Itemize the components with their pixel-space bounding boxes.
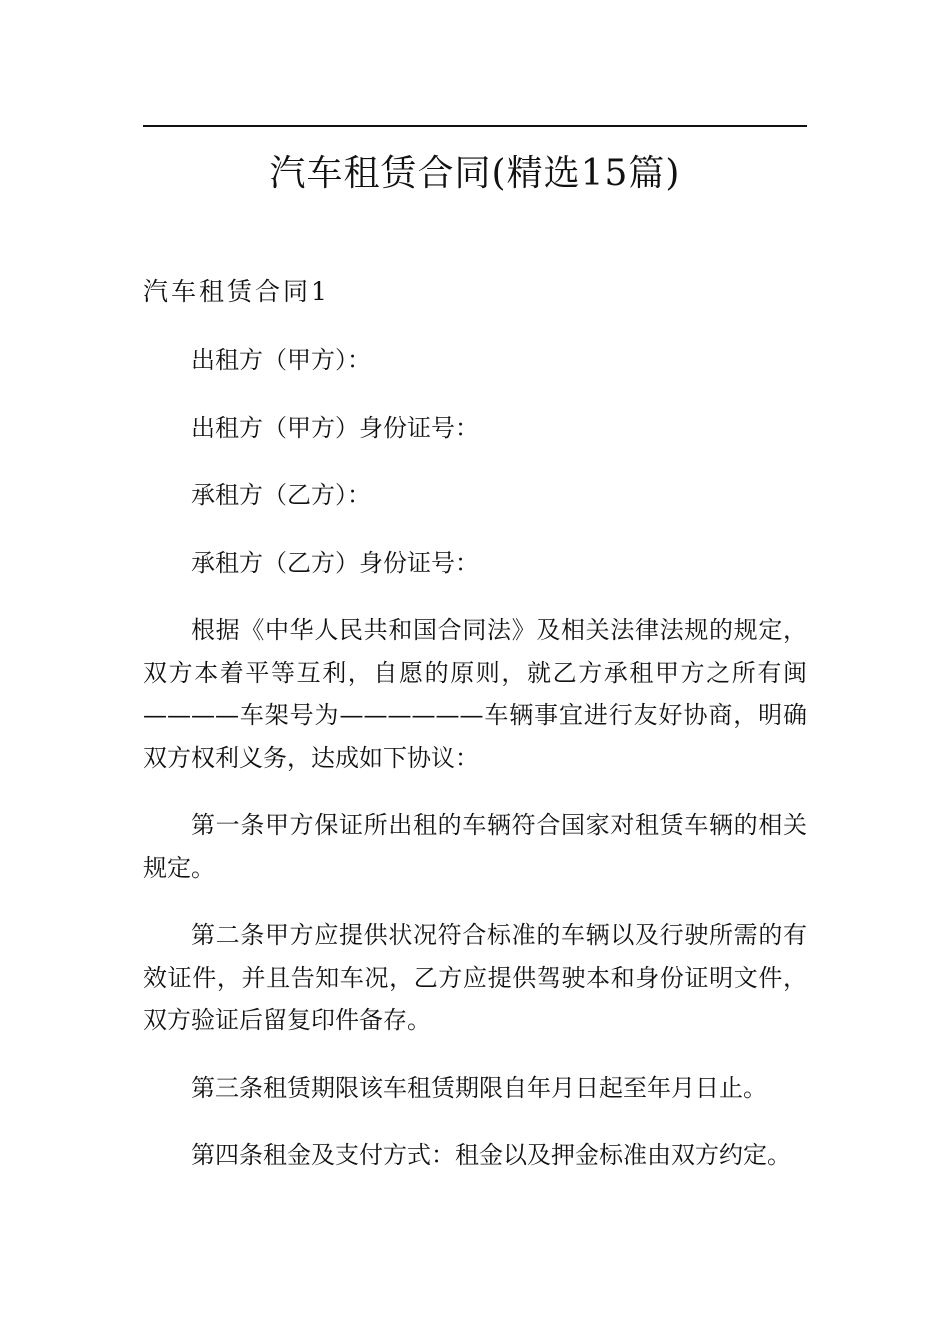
paragraph-article-2: 第二条甲方应提供状况符合标准的车辆以及行驶所需的有效证件，并且告知车况，乙方应提供驾驶本和身份证明文件，双方验证后留复印件备存。: [143, 921, 807, 1034]
paragraph-preamble: 根据《中华人民共和国合同法》及相关法律法规的规定，双方本着平等互利，自愿的原则，就乙方承租甲方之所有闽————车架号为——————车辆事宜进行友好协商，明确双方权利义务，达成如下协议：: [143, 616, 807, 772]
paragraph-article-3: 第三条租赁期限该车租赁期限自年月日起至年月日止。: [191, 1073, 767, 1102]
paragraph-lessor: 出租方（甲方）：: [191, 346, 371, 374]
paragraph-article-4: 第四条租金及支付方式：租金以及押金标准由双方约定。: [191, 1141, 791, 1169]
paragraph-lessee-id: 承租方（乙方）身份证号：: [191, 548, 479, 577]
document-body: [143, 339, 807, 1202]
header-rule: [143, 125, 807, 127]
document-title: 汽车租赁合同(精选15篇): [269, 153, 681, 194]
paragraph-article-1: 第一条甲方保证所出租的车辆符合国家对租赁车辆的相关规定。: [143, 811, 807, 882]
paragraph-lessee: 承租方（乙方）：: [191, 481, 371, 509]
paragraph-lessor-id: 出租方（甲方）身份证号：: [191, 413, 479, 442]
section-heading: 汽车租赁合同1: [143, 277, 330, 306]
